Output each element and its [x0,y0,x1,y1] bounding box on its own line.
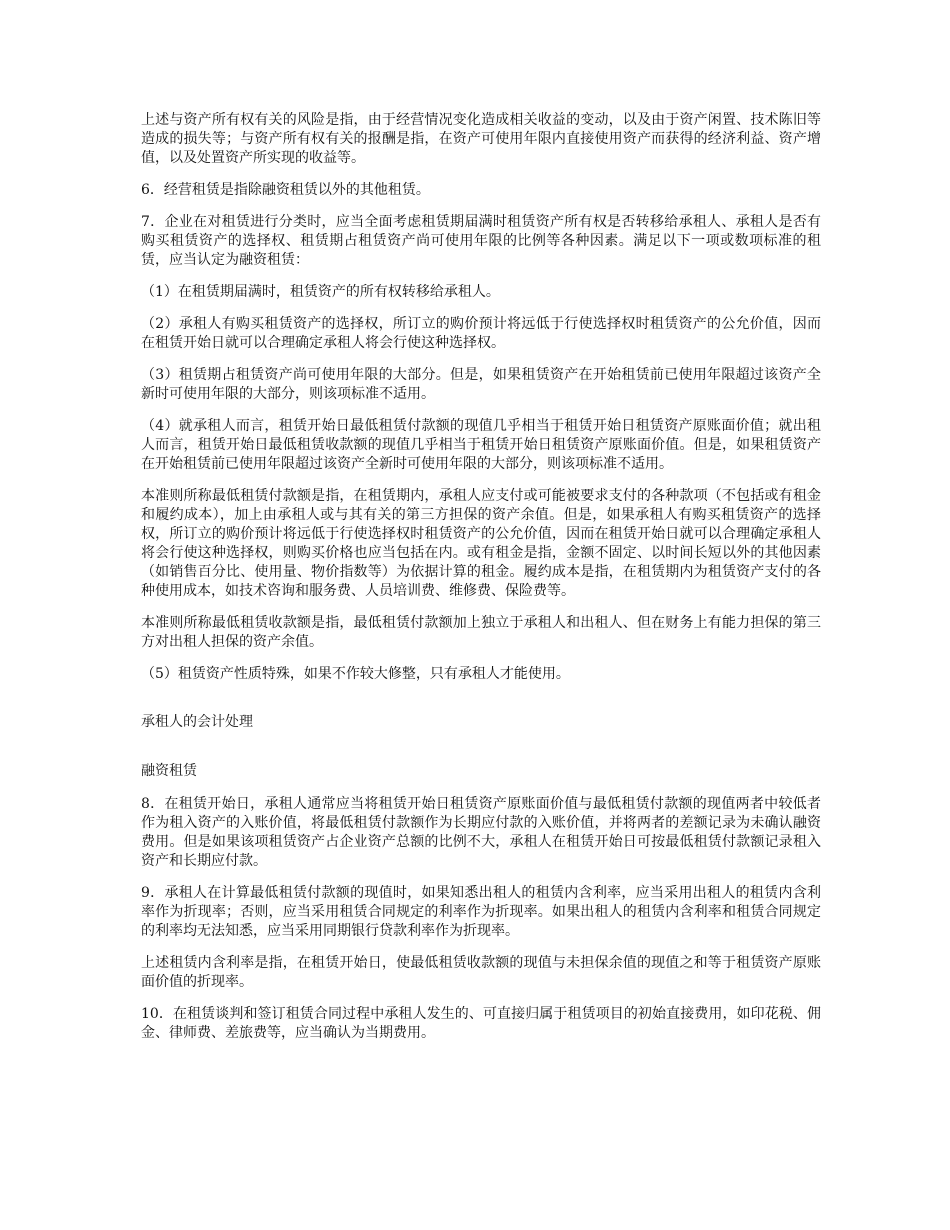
paragraph-risk-definition: 上述与资产所有权有关的风险是指，由于经营情况变化造成相关收益的变动，以及由于资产闲置、技术陈旧等造成的损失等；与资产所有权有关的报酬是指，在资产可使用年限内直接使用资产而获得的经济利益、资产增值，以及处置资产所实现的收益等。 [141,112,821,166]
paragraph-implicit-rate: 上述租赁内含利率是指，在租赁开始日，使最低租赁收款额的现值与未担保余值的现值之和等于租赁资产原账面价值的折现率。 [141,955,821,990]
criterion-1: （1）在租赁期届满时，租赁资产的所有权转移给承租人。 [141,284,500,300]
criterion-2: （2）承租人有购买租赁资产的选择权，所订立的购价预计将远低于行使选择权时租赁资产的公允价值，因而在租赁开始日就可以合理确定承租人将会行使这种选择权。 [141,316,821,351]
criterion-3: （3）租赁期占租赁资产尚可使用年限的大部分。但是，如果租赁资产在开始租赁前已使用年限超过该资产全新时可使用年限的大部分，则该项标准不适用。 [141,367,821,402]
document-page [141,111,821,1056]
criterion-4: （4）就承租人而言，租赁开始日最低租赁付款额的现值几乎相当于租赁开始日租赁资产原账面价值；就出租人而言，租赁开始日最低租赁收款额的现值几乎相当于租赁开始日租赁资产原账面价值。但是，如果租赁资产在开始租赁前已使用年限超过该资产全新时可使用年限的大部分，则该项标准不适用。 [141,418,821,472]
criterion-5: （5）租赁资产性质特殊，如果不作较大修整，只有承租人才能使用。 [141,666,570,682]
paragraph-9: 9．承租人在计算最低租赁付款额的现值时，如果知悉出租人的租赁内含利率，应当采用出租人的租赁内含利率作为折现率；否则，应当采用租赁合同规定的利率作为折现率。如果出租人的租赁内含利率和租赁合同规定的利率均无法知悉，应当采用同期银行贷款利率作为折现率。 [141,885,821,939]
paragraph-8: 8．在租赁开始日，承租人通常应当将租赁开始日租赁资产原账面价值与最低租赁付款额的现值两者中较低者作为租入资产的入账价值，将最低租赁付款额作为长期应付款的入账价值，并将两者的差额记录为未确认融资费用。但是如果该项租赁资产占企业资产总额的比例不大，承租人在租赁开始日可按最低租赁付款额记录租入资产和长期应付款。 [141,796,821,869]
section-heading-lessee-accounting: 承租人的会计处理 [141,714,253,730]
section-heading-finance-lease: 融资租赁 [141,763,197,779]
paragraph-10: 10．在租赁谈判和签订租赁合同过程中承租人发生的、可直接归属于租赁项目的初始直接费用，如印花税、佣金、律师费、差旅费等，应当确认为当期费用。 [141,1006,821,1041]
paragraph-min-lease-receipts: 本准则所称最低租赁收款额是指，最低租赁付款额加上独立于承租人和出租人、但在财务上有能力担保的第三方对出租人担保的资产余值。 [141,615,821,650]
paragraph-6: 6．经营租赁是指除融资租赁以外的其他租赁。 [141,182,430,198]
paragraph-7: 7．企业在对租赁进行分类时，应当全面考虑租赁期届满时租赁资产所有权是否转移给承租人、承租人是否有购买租赁资产的选择权、租赁期占租赁资产尚可使用年限的比例等各种因素。满足以下一项或数项标准的租赁，应当认定为融资租赁： [141,214,821,268]
paragraph-min-lease-payments: 本准则所称最低租赁付款额是指，在租赁期内，承租人应支付或可能被要求支付的各种款项（不包括或有租金和履约成本），加上由承租人或与其有关的第三方担保的资产余值。但是，如果承租人有购买租赁资产的选择权，所订立的购价预计将远低于行使选择权时租赁资产的公允价值，因而在租赁开始日就可以合理确定承租人将会行使这种选择权，则购买价格也应当包括在内。或有租金是指，金额不固定、以时间长短以外的其他因素（如销售百分比、使用量、物价指数等）为依据计算的租金。履约成本是指，在租赁期内为租赁资产支付的各种使用成本，如技术咨询和服务费、人员培训费、维修费、保险费等。 [141,488,821,599]
